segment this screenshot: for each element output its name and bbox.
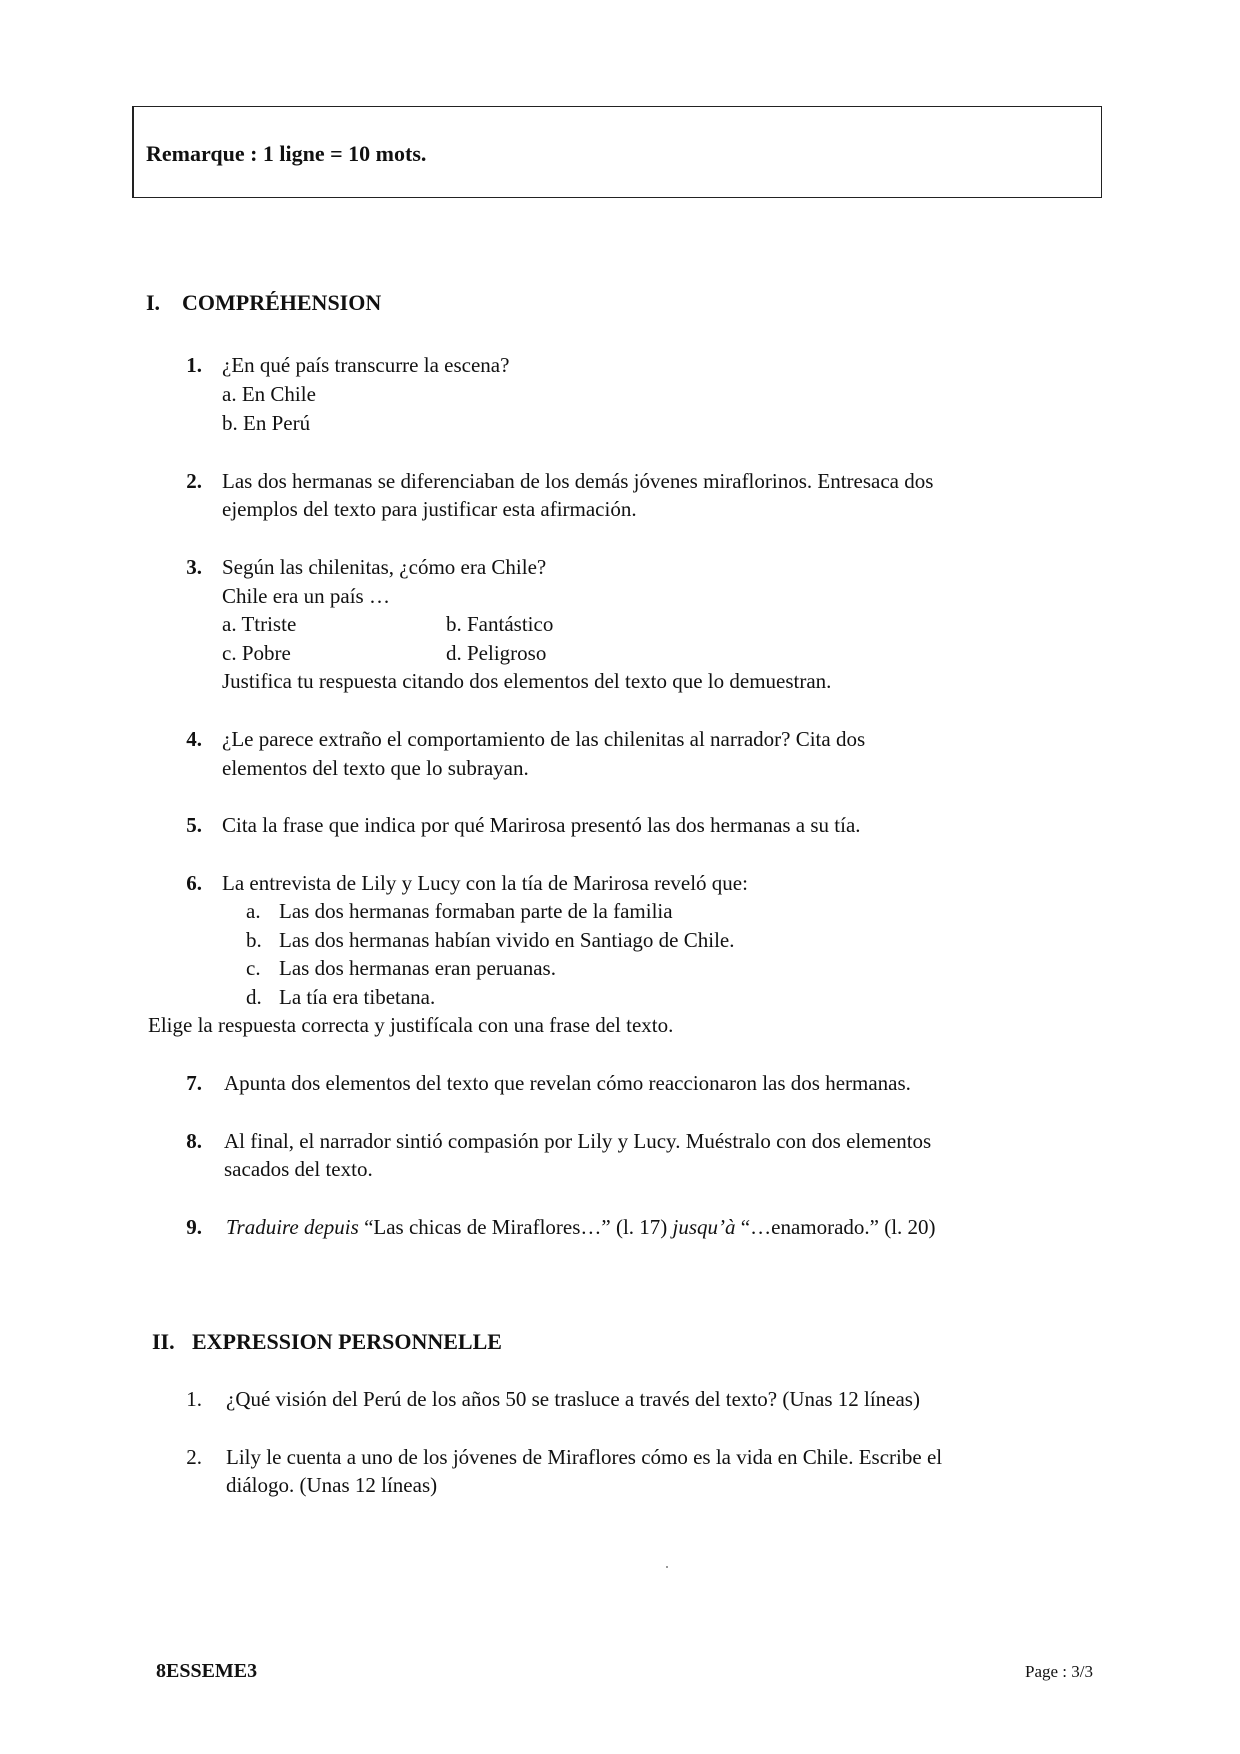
- section-1-numeral: I.: [146, 290, 161, 315]
- q6-number: 6.: [186, 871, 202, 895]
- q8-text-line1: Al final, el narrador sintió compasión por Lily y Lucy. Muéstralo con dos elementos: [224, 1129, 932, 1153]
- q6-option-letter: a.: [246, 899, 261, 923]
- q9-quote-end: “…enamorado.” (l. 20): [735, 1215, 936, 1239]
- section-1-title: COMPRÉHENSION: [182, 290, 382, 315]
- q6-option-text: Las dos hermanas eran peruanas.: [279, 956, 556, 980]
- q1-text: ¿En qué país transcurre la escena?: [222, 353, 510, 377]
- q9-lead: Traduire depuis: [226, 1215, 359, 1239]
- q1-option-b: b. En Perú: [222, 411, 311, 435]
- s2-q2-number: 2.: [186, 1445, 202, 1469]
- q6-option-letter: c.: [246, 956, 261, 980]
- q6-option-letter: b.: [246, 928, 262, 952]
- q3-text: Según las chilenitas, ¿cómo era Chile?: [222, 555, 547, 579]
- stray-dot: [666, 1566, 668, 1568]
- q8-number: 8.: [186, 1129, 202, 1153]
- q2-number: 2.: [186, 469, 202, 493]
- s2-q1-number: 1.: [186, 1387, 202, 1411]
- q9-mid: jusqu’à: [672, 1215, 736, 1239]
- q6-text: La entrevista de Lily y Lucy con la tía de Marirosa reveló que:: [222, 871, 748, 895]
- q2-text-line2: ejemplos del texto para justificar esta afirmación.: [222, 497, 637, 521]
- q3-option-d: d. Peligroso: [446, 641, 547, 665]
- q3-option-c: c. Pobre: [222, 641, 291, 665]
- q9-number: 9.: [186, 1215, 202, 1239]
- s2-q1-text: ¿Qué visión del Perú de los años 50 se trasluce a través del texto? (Unas 12 líneas): [226, 1387, 920, 1411]
- remark-text: Remarque : 1 ligne = 10 mots.: [146, 141, 427, 166]
- s2-q2-text-line1: Lily le cuenta a uno de los jóvenes de Miraflores cómo es la vida en Chile. Escribe el: [226, 1445, 943, 1469]
- q7-text: Apunta dos elementos del texto que revelan cómo reaccionaron las dos hermanas.: [224, 1071, 911, 1095]
- q9-quote-start: “Las chicas de Miraflores…” (l. 17): [358, 1215, 673, 1239]
- footer-page-number: Page : 3/3: [1025, 1662, 1093, 1681]
- q9-text: [226, 1215, 936, 1240]
- q1-number: 1.: [186, 353, 202, 377]
- q3-justify: Justifica tu respuesta citando dos elementos del texto que lo demuestran.: [222, 669, 832, 693]
- q6-option-text: La tía era tibetana.: [279, 985, 436, 1009]
- q3-option-b: b. Fantástico: [446, 612, 554, 636]
- section-2-numeral: II.: [152, 1329, 175, 1354]
- q6-instruction: Elige la respuesta correcta y justifícala con una frase del texto.: [148, 1013, 674, 1037]
- q3-number: 3.: [186, 555, 202, 579]
- q6-option-letter: d.: [246, 985, 262, 1009]
- footer-code: 8ESSEME3: [156, 1660, 258, 1682]
- q6-option-text: Las dos hermanas habían vivido en Santiago de Chile.: [279, 928, 735, 952]
- q4-text-line1: ¿Le parece extraño el comportamiento de las chilenitas al narrador? Cita dos: [222, 727, 866, 751]
- q2-text-line1: Las dos hermanas se diferenciaban de los demás jóvenes miraflorinos. Entresaca dos: [222, 469, 934, 493]
- s2-q2-text-line2: diálogo. (Unas 12 líneas): [226, 1473, 438, 1497]
- q5-text: Cita la frase que indica por qué Marirosa presentó las dos hermanas a su tía.: [222, 813, 861, 837]
- q4-number: 4.: [186, 727, 202, 751]
- q5-number: 5.: [186, 813, 202, 837]
- q6-option-text: Las dos hermanas formaban parte de la familia: [279, 899, 673, 923]
- q7-number: 7.: [186, 1071, 202, 1095]
- q4-text-line2: elementos del texto que lo subrayan.: [222, 756, 529, 780]
- section-2-title: EXPRESSION PERSONNELLE: [192, 1329, 502, 1354]
- q3-option-a: a. Ttriste: [222, 612, 297, 636]
- q8-text-line2: sacados del texto.: [224, 1157, 373, 1181]
- q3-text-line2: Chile era un país …: [222, 584, 390, 608]
- q1-option-a: a. En Chile: [222, 382, 316, 406]
